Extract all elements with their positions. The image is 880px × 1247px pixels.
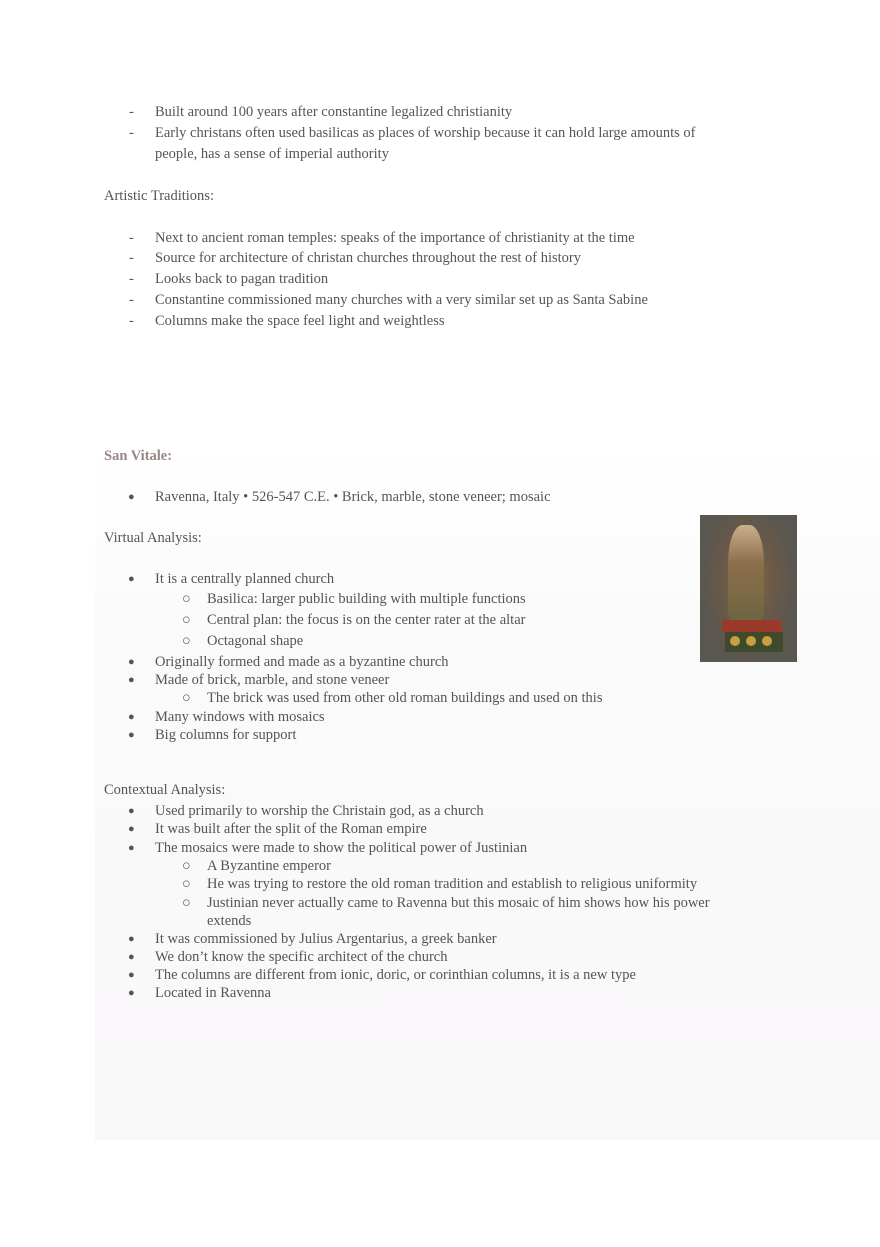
bullet-icon: ● (128, 842, 135, 854)
list-item-text: Made of brick, marble, and stone veneer (155, 672, 390, 688)
bullet-icon: ● (128, 969, 135, 981)
bullet-icon: ● (128, 987, 135, 999)
list-item-text: people, has a sense of imperial authority (155, 146, 389, 162)
bullet-icon: ● (128, 805, 135, 817)
bullet-icon: ● (128, 711, 135, 723)
list-item-text: Many windows with mosaics (155, 709, 325, 725)
bullet-icon: ● (128, 933, 135, 945)
bullet-icon: ● (128, 573, 135, 585)
list-item-text: A Byzantine emperor (207, 858, 332, 874)
circle-bullet-icon: ○ (182, 612, 191, 628)
list-item-text: extends (207, 913, 252, 929)
section-heading: San Vitale: (104, 448, 173, 464)
list-item-text: Early christans often used basilicas as places of worship because it can hold large amounts of (155, 125, 696, 141)
list-item-text: The columns are different from ionic, doric, or corinthian columns, it is a new type (155, 967, 636, 983)
circle-bullet-icon: ○ (182, 633, 191, 649)
list-item-text: Big columns for support (155, 727, 297, 743)
list-item-text: Columns make the space feel light and weightless (155, 313, 445, 329)
list-item-text: Originally formed and made as a byzantine church (155, 654, 449, 670)
dash-marker: - (129, 271, 134, 287)
list-item-text: The brick was used from other old roman buildings and used on this (207, 690, 603, 706)
bullet-icon: ● (128, 729, 135, 741)
list-item-text: It was commissioned by Julius Argentarius, a greek banker (155, 931, 497, 947)
list-item-text: It was built after the split of the Roman empire (155, 821, 427, 837)
bullet-icon: ● (128, 656, 135, 668)
list-item-text: He was trying to restore the old roman tradition and establish to religious uniformity (207, 876, 698, 892)
circle-bullet-icon: ○ (182, 858, 191, 874)
list-item-text: Central plan: the focus is on the center rater at the altar (207, 612, 526, 628)
bullet-icon: ● (128, 951, 135, 963)
list-item-text: Constantine commissioned many churches with a very similar set up as Santa Sabine (155, 292, 648, 308)
list-item-text: Source for architecture of christan churches throughout the rest of history (155, 250, 581, 266)
list-item-text: Used primarily to worship the Christain god, as a church (155, 803, 484, 819)
section-heading: Contextual Analysis: (104, 782, 226, 798)
list-item-text: Built around 100 years after constantine legalized christianity (155, 104, 513, 120)
dash-marker: - (129, 313, 134, 329)
list-item-text: Justinian never actually came to Ravenna but this mosaic of him shows how his power (207, 895, 710, 911)
circle-bullet-icon: ○ (182, 690, 191, 706)
list-item-text: Ravenna, Italy • 526-547 C.E. • Brick, marble, stone veneer; mosaic (155, 489, 551, 505)
bullet-icon: ● (128, 491, 135, 503)
circle-bullet-icon: ○ (182, 591, 191, 607)
dash-marker: - (129, 292, 134, 308)
pieta-sculpture-image (700, 515, 797, 662)
circle-bullet-icon: ○ (182, 876, 191, 892)
circle-bullet-icon: ○ (182, 895, 191, 911)
section-heading: Artistic Traditions: (104, 188, 214, 204)
list-item-text: Basilica: larger public building with multiple functions (207, 591, 526, 607)
list-item-text: Looks back to pagan tradition (155, 271, 329, 287)
list-item-text: It is a centrally planned church (155, 571, 335, 587)
bullet-icon: ● (128, 823, 135, 835)
dash-marker: - (129, 230, 134, 246)
list-item-text: We don’t know the specific architect of the church (155, 949, 448, 965)
list-item-text: Next to ancient roman temples: speaks of the importance of christianity at the time (155, 230, 635, 246)
dash-marker: - (129, 250, 134, 266)
dash-marker: - (129, 125, 134, 141)
list-item-text: Located in Ravenna (155, 985, 271, 1001)
list-item-text: Octagonal shape (207, 633, 304, 649)
list-item-text: The mosaics were made to show the political power of Justinian (155, 840, 528, 856)
section-heading: Virtual Analysis: (104, 530, 202, 546)
dash-marker: - (129, 104, 134, 120)
bullet-icon: ● (128, 674, 135, 686)
